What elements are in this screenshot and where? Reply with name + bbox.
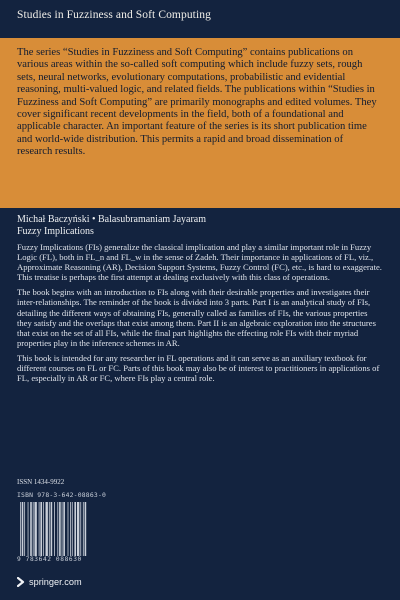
series-description: The series “Studies in Fuzziness and Soft Computing” contains publications on various areas within the so-called soft computing which include fuzzy sets, rough sets, neural networks, evolutionary computations, probabilistic and evidential reasoning, multi-valued logic, and related fields. The publications within “Studies in Fuzziness and Soft Computing” are primarily monographs and edited volumes. They cover significant recent developments in the field, both of a foundational and applicable character. An important feature of the series is its short publication time and world-wide distribution. This permits a rapid and broad dissemination of research results.	[17, 47, 377, 158]
summary-paragraph: This book is intended for any researcher in FL operations and it can serve as an auxiliary textbook for different courses on FL or FC. Parts of this book may also be of interest to practitioners in applications of FL, especially in AR or FC, where FIs play a central role.	[17, 352, 380, 384]
issn: ISSN 1434-9922	[17, 478, 65, 486]
book-summary	[17, 242, 383, 388]
series-title: Studies in Fuzziness and Soft Computing	[17, 9, 211, 21]
summary-paragraph: Fuzzy Implications (FIs) generalize the classical implication and play a similar important role in Fuzzy Logic (FL), both in FL_n and FL_w in the sense of Zadeh. Their importance in applications of FL, viz., Approximate Reasoning (AR), Decision Support Systems, Fuzzy Control (FC), etc., is hard to exaggerate. This treatise is perhaps the first attempt at dealing exclusively with this class of operations.	[17, 242, 382, 283]
summary-paragraph: The book begins with an introduction to FIs along with their desirable properties and investigates their inter-relationships. The reminder of the book is divided into 3 parts. Part I is an analytical study of FIs, detailing the different ways of obtaining FIs, generally called as families of FIs, the various properties they satisfy and the overlaps that exist among them. Part II is an algebraic exploration into the structures that exist on the set of all FIs, while the final part highlights the effecting role FIs with their myriad properties play in the inference schemes in AR.	[17, 287, 376, 348]
arrow-chevron-icon	[17, 577, 26, 587]
publisher-link[interactable]: springer.com	[29, 577, 82, 587]
barcode-block	[17, 491, 113, 569]
book-title: Fuzzy Implications	[17, 226, 94, 237]
series-description-panel	[0, 38, 400, 208]
publisher[interactable]	[17, 575, 82, 589]
isbn: ISBN 978-3-642-08863-0	[17, 491, 107, 499]
authors: Michał Baczyński • Balasubramaniam Jayaram	[17, 214, 206, 225]
barcode	[19, 502, 111, 556]
barcode-digits: 9 783642 088630	[17, 556, 82, 563]
